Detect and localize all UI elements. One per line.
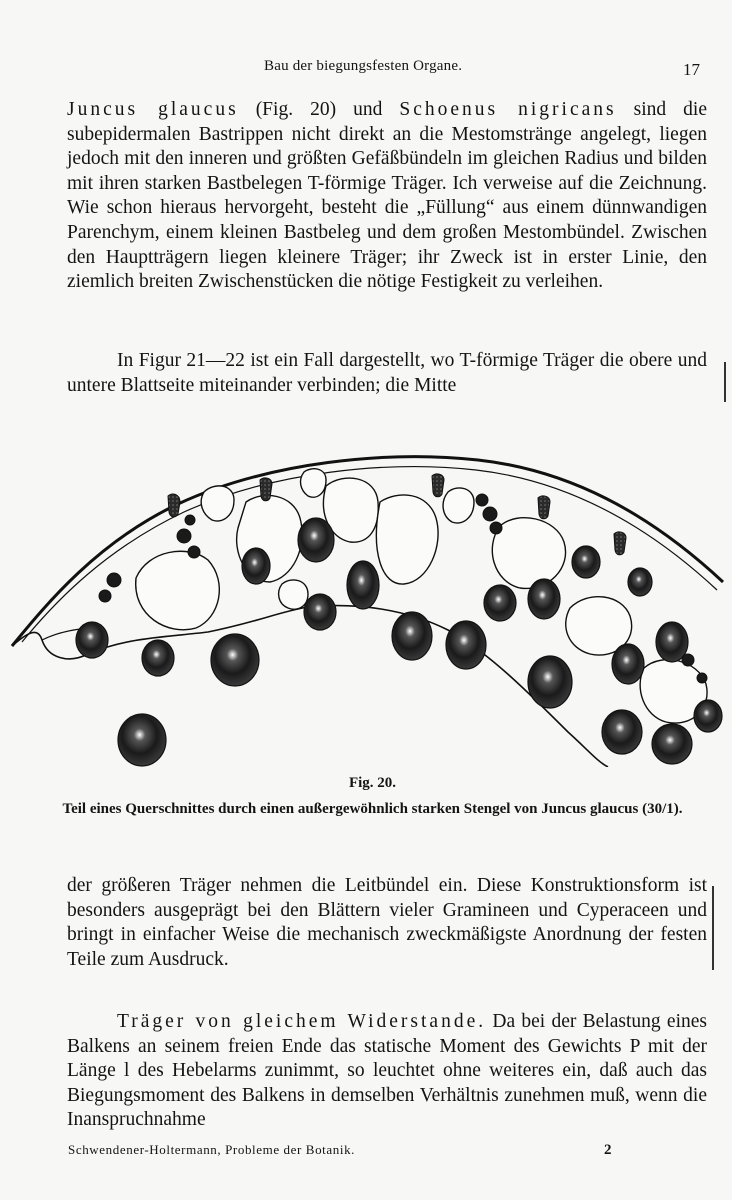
- figure-caption: Teil eines Querschnittes durch einen außergewöhnlich starken Stengel von Juncus glaucus (30/1).: [62, 801, 683, 817]
- margin-mark: [712, 886, 714, 970]
- paragraph-figure-reference: In Figur 21—22 ist ein Fall dargestellt, wo T-förmige Träger die obere und untere Blattseite miteinander verbinden; die Mitte: [67, 350, 707, 396]
- figure-cross-section: [8, 432, 732, 767]
- page-number: 17: [683, 60, 700, 79]
- footer-source: Schwendener-Holtermann, Probleme der Botanik.: [68, 1142, 356, 1157]
- paragraph-juncus: [67, 98, 707, 295]
- figure-caption-block: [40, 775, 705, 820]
- running-title: Bau der biegungsfesten Organe.: [264, 58, 463, 74]
- paragraph-text: sind die subepidermalen Bastrippen nicht direkt an die Mestomstränge angelegt, liegen jedoch mit den inneren und größten Gefäßbündeln im gleichen Radius und bilden mit ihren starken Bastbelegen T-förmige Träger. Ich verweise auf die Zeichnung. Wie schon hieraus hervorgeht, besteht die „Füllung“ aus einem dünnwandigen Parenchym, einem kleinen Bastbeleg und dem großen Mestombündel. Zwischen den Hauptträgern liegen kleinere Träger; ihr Zweck ist in erster Linie, den ziemlich breiten Zwischenstücken die nötige Festigkeit zu verleihen.: [67, 99, 707, 293]
- species-name-schoenus: Schoenus nigricans: [399, 99, 617, 120]
- running-head: [0, 58, 732, 82]
- paragraph-construction: der größeren Träger nehmen die Leitbündel ein. Diese Konstruktionsform ist besonders ausgeprägt bei den Blättern vieler Gramineen und Cyperaceen und bringt in einfacher Weise die mechanisch zweckmäßigste Anordnung der festen Teile zum Ausdruck.: [67, 875, 707, 970]
- paragraph-uniform-resistance: [67, 1010, 707, 1133]
- margin-mark: [724, 362, 726, 402]
- paragraph-text: Da bei der Belastung eines Balkens an seinem freien Ende das statische Moment des Gewichts P mit der Länge l des Hebelarms zunimmt, so leuchtet ohne weiteres ein, daß auch das Biegungsmoment des Balkens in demselben Verhältnis zunehmen muß, wenn die Inanspruchnahme: [67, 1011, 708, 1131]
- paragraph-text: (Fig. 20) und: [238, 99, 400, 120]
- figure-label: Fig. 20.: [348, 775, 397, 791]
- signature-mark: 2: [604, 1142, 612, 1158]
- page-footer: [0, 1142, 732, 1164]
- section-heading: Träger von gleichem Widerstande.: [117, 1011, 487, 1032]
- stem-cross-section-drawing: [8, 432, 732, 767]
- species-name-juncus: Juncus glaucus: [67, 99, 239, 120]
